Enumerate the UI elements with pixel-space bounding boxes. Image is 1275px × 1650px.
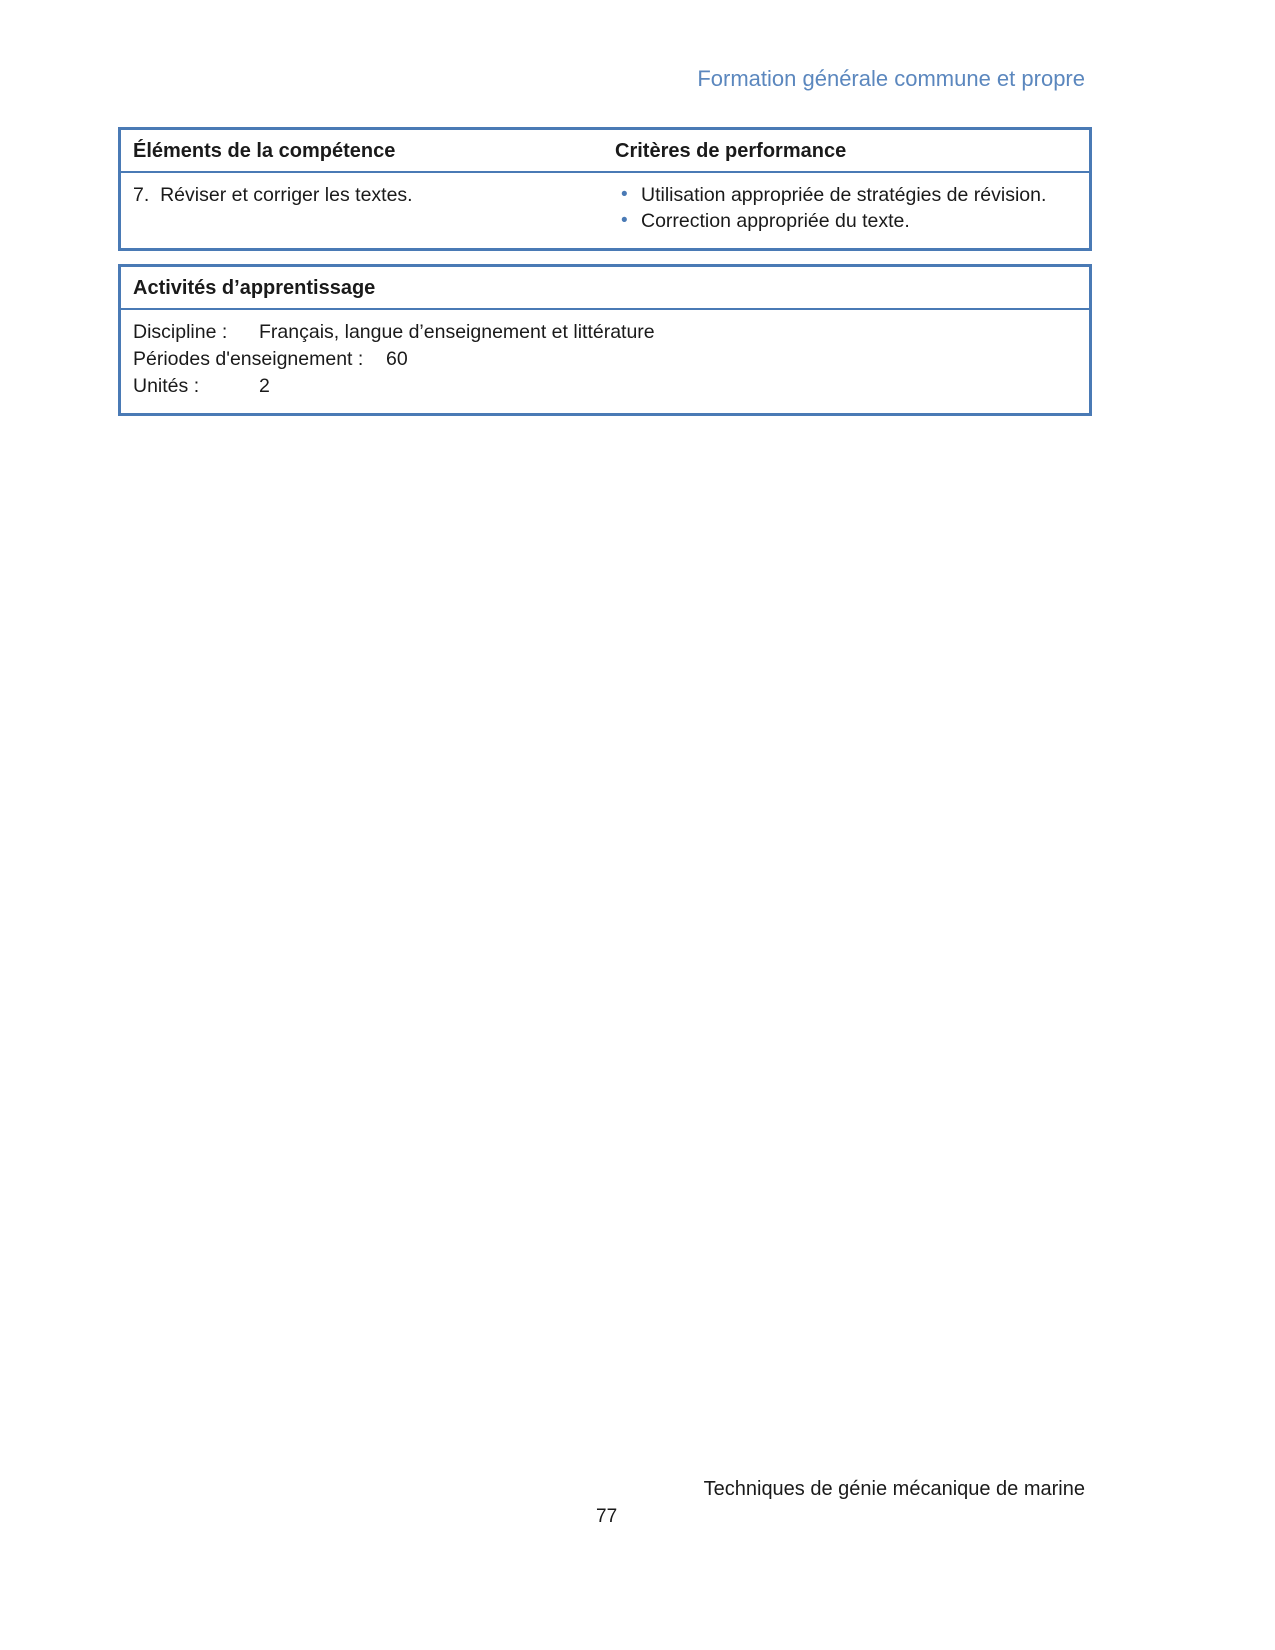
page-content xyxy=(118,127,1092,416)
activity-label: Périodes d'enseignement : xyxy=(133,348,364,370)
activities-title: Activités d’apprentissage xyxy=(121,267,1089,310)
activities-box xyxy=(118,264,1092,416)
competence-table xyxy=(118,127,1092,251)
activity-row-discipline xyxy=(133,319,1077,346)
activities-body xyxy=(121,310,1089,413)
column-header-elements: Éléments de la compétence xyxy=(133,140,396,162)
performance-criteria-list xyxy=(615,182,1077,234)
activity-row-periodes xyxy=(133,346,1077,373)
activity-value: Français, langue d’enseignement et littérature xyxy=(259,321,655,343)
activity-label: Discipline : xyxy=(133,321,228,343)
competence-table-row xyxy=(121,173,1089,248)
bullet-icon: • xyxy=(621,184,628,205)
competence-table-header-row xyxy=(121,130,1089,173)
criterion-text: Correction appropriée du texte. xyxy=(641,210,910,232)
criterion-item xyxy=(615,182,1077,208)
activity-value: 60 xyxy=(386,348,408,370)
page-header: Formation générale commune et propre xyxy=(697,66,1085,91)
competence-element-text: 7. Réviser et corriger les textes. xyxy=(133,184,413,206)
page-number: 77 xyxy=(596,1506,618,1527)
bullet-icon: • xyxy=(621,210,628,231)
activity-value: 2 xyxy=(259,375,270,397)
criterion-item xyxy=(615,208,1077,234)
footer-program-title: Techniques de génie mécanique de marine xyxy=(703,1478,1085,1500)
column-header-criteria: Critères de performance xyxy=(615,140,847,162)
activity-row-unites xyxy=(133,373,1077,400)
criterion-text: Utilisation appropriée de stratégies de révision. xyxy=(641,184,1047,206)
activity-label: Unités : xyxy=(133,375,200,397)
